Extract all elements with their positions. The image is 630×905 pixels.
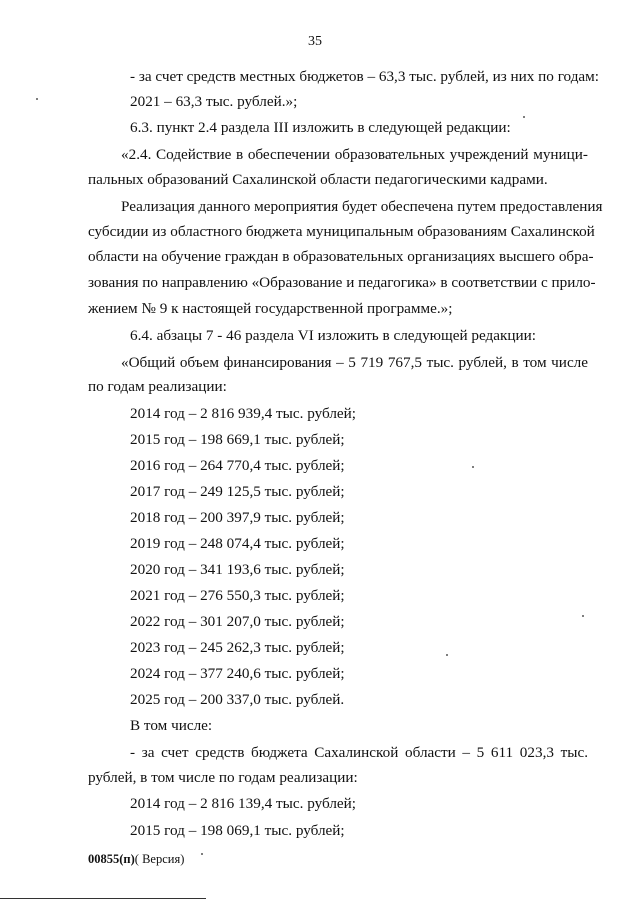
text-line: В том числе: [130, 717, 213, 734]
text-line: 2024 год – 377 240,6 тыс. рублей; [130, 665, 345, 682]
text-line: пальных образований Сахалинской области педагогическими кадрами. [88, 171, 548, 188]
text-line: - за счет средств местных бюджетов – 63,3 тыс. рублей, из них по годам: [130, 68, 599, 85]
document-version: ( Версия) [134, 852, 185, 866]
text-line: 6.4. абзацы 7 - 46 раздела VI изложить в следующей редакции: [130, 327, 536, 344]
text-line: 2014 год – 2 816 939,4 тыс. рублей; [130, 405, 357, 422]
text-line: «2.4. Содействие в обеспечении образовательных учреждений муници- [121, 146, 588, 163]
text-line: - за счет средств бюджета Сахалинской области – 5 611 023,3 тыс. [130, 744, 588, 761]
text-line: 2020 год – 341 193,6 тыс. рублей; [130, 561, 345, 578]
text-line: рублей, в том числе по годам реализации: [88, 769, 358, 786]
text-line: 2022 год – 301 207,0 тыс. рублей; [130, 613, 345, 630]
text-line: «Общий объем финансирования – 5 719 767,5 тыс. рублей, в том числе [121, 354, 588, 371]
scan-speck [523, 116, 525, 118]
document-footer [88, 851, 184, 867]
text-line: Реализация данного мероприятия будет обеспечена путем предоставления [121, 198, 603, 215]
text-line: зования по направлению «Образование и педагогика» в соответствии с прило- [88, 274, 596, 291]
text-line: области на обучение граждан в образовательных организациях высшего обра- [88, 248, 594, 265]
text-line: 2023 год – 245 262,3 тыс. рублей; [130, 639, 345, 656]
text-line: 2018 год – 200 397,9 тыс. рублей; [130, 509, 345, 526]
page-number: 35 [308, 34, 322, 49]
text-line: 2014 год – 2 816 139,4 тыс. рублей; [130, 795, 357, 812]
scan-speck [446, 654, 448, 656]
text-line: 2015 год – 198 069,1 тыс. рублей; [130, 822, 345, 839]
text-line: субсидии из областного бюджета муниципальным образованиям Сахалинской [88, 223, 595, 240]
scan-speck [201, 853, 203, 855]
document-code: 00855(п) [88, 852, 135, 866]
text-line: 6.3. пункт 2.4 раздела III изложить в следующей редакции: [130, 119, 511, 136]
text-line: 2019 год – 248 074,4 тыс. рублей; [130, 535, 345, 552]
scan-speck [472, 466, 474, 468]
scan-speck [36, 98, 38, 100]
scan-speck [582, 615, 584, 617]
text-line: по годам реализации: [88, 378, 227, 395]
text-line: 2021 год – 276 550,3 тыс. рублей; [130, 587, 345, 604]
text-line: 2017 год – 249 125,5 тыс. рублей; [130, 483, 345, 500]
text-line: 2016 год – 264 770,4 тыс. рублей; [130, 457, 345, 474]
text-line: жением № 9 к настоящей государственной программе.»; [88, 300, 453, 317]
footer-rule [0, 898, 206, 899]
text-line: 2015 год – 198 669,1 тыс. рублей; [130, 431, 345, 448]
text-line: 2025 год – 200 337,0 тыс. рублей. [130, 691, 345, 708]
text-line: 2021 – 63,3 тыс. рублей.»; [130, 93, 298, 110]
